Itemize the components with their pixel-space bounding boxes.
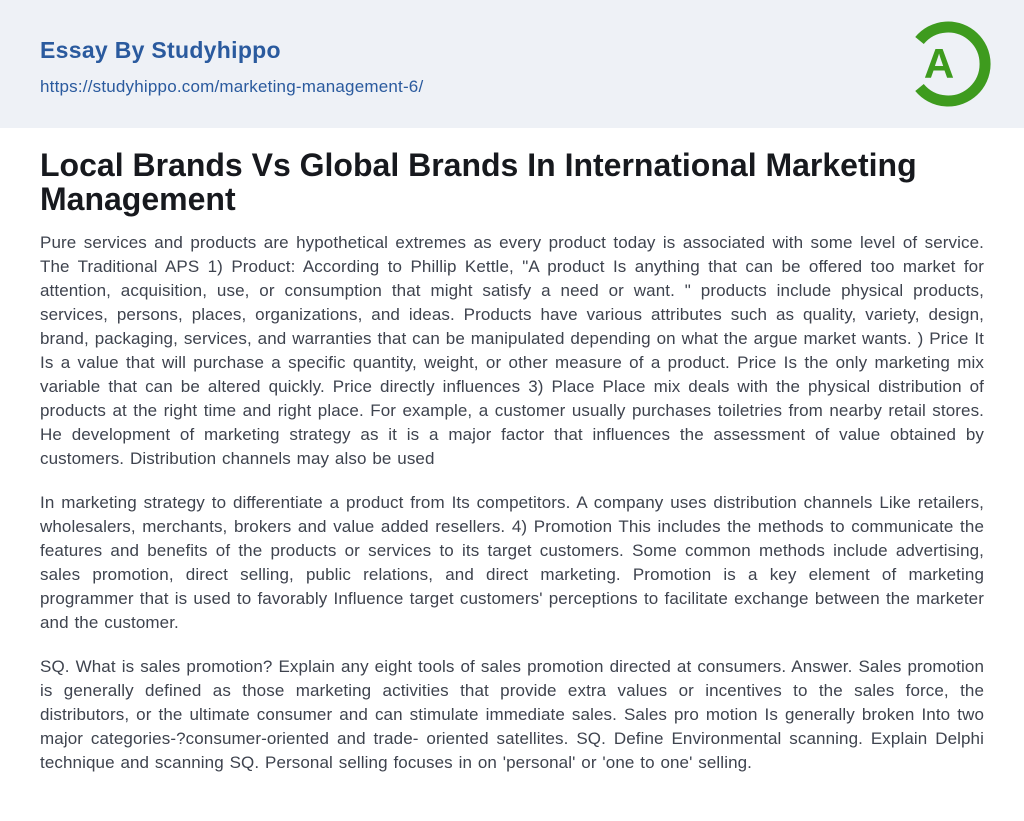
studyhippo-logo xyxy=(898,14,998,114)
essay-title: Local Brands Vs Global Brands In International Marketing Management xyxy=(40,147,917,217)
header-text-block xyxy=(40,31,423,97)
logo-letter: A xyxy=(923,40,955,87)
essay-content xyxy=(0,128,1024,775)
essay-paragraph-2: In marketing strategy to differentiate a product from Its competitors. A company uses distribution channels Like retailers, wholesalers, merchants, brokers and value added resellers. 4) Promotion This includes the methods to communicate the features and benefits of the products or services to its target customers. Some common methods include advertising, sales promotion, direct selling, public relations, and direct marketing. Promotion is a key element of marketing programmer that is used to favorably Influence target customers' perceptions to facilitate exchange between the marketer and the customer. xyxy=(40,493,984,632)
page-header xyxy=(0,0,1024,128)
source-url-link[interactable]: https://studyhippo.com/marketing-management-6/ xyxy=(40,76,424,96)
essay-paragraph-1: Pure services and products are hypothetical extremes as every product today is associated with some level of service. The Traditional APS 1) Product: According to Phillip Kettle, "A product Is anything that can be offered too market for attention, acquisition, use, or consumption that might satisfy a need or want. " products include physical products, services, persons, places, organizations, and ideas. Products have various attributes such as quality, variety, design, brand, packaging, services, and warranties that can be manipulated depending on what the argue market wants. ) Price It Is a value that will purchase a specific quantity, weight, or other measure of a product. Price Is the only marketing mix variable that can be altered quickly. Price directly influences 3) Place Place mix deals with the physical distribution of products at the right time and right place. For example, a customer usually purchases toiletries from nearby retail stores. He development of marketing strategy as it is a major factor that influences the assessment of value obtained by customers. Distribution channels may also be used xyxy=(40,233,984,468)
logo-arc-icon xyxy=(898,14,998,114)
essay-paragraph-3: SQ. What is sales promotion? Explain any eight tools of sales promotion directed at consumers. Answer. Sales promotion is generally defined as those marketing activities that provide extra values or incentives to the sales force, the distributors, or the ultimate consumer and can stimulate immediate sales. Sales pro motion Is generally broken Into two major categories-?consumer-oriented and trade- oriented satellites. SQ. Define Environmental scanning. Explain Delphi technique and scanning SQ. Personal selling focuses in on 'personal' or 'one to one' selling. xyxy=(40,657,984,772)
site-title: Essay By Studyhippo xyxy=(40,37,281,64)
